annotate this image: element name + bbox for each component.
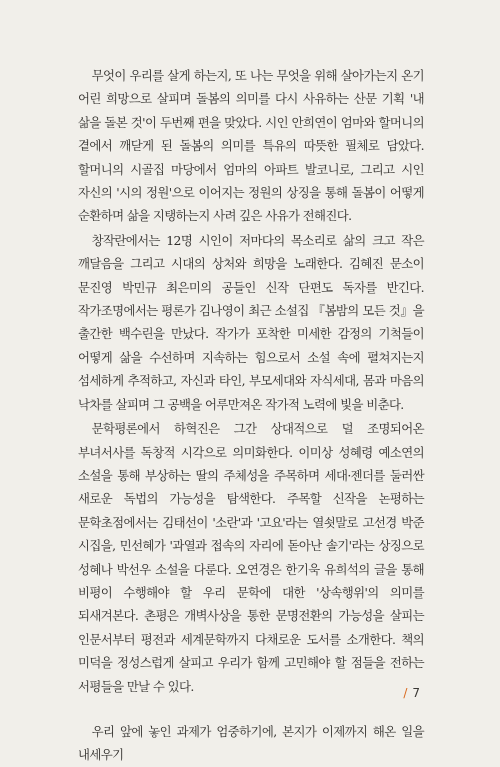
folio-slash: / [403,686,408,700]
paragraph-2: 창작란에서는 12명 시인이 저마다의 목소리로 삶의 크고 작은 깨달음을 그리고 시대의 상처와 희망을 노래한다. 김혜진 문소이 문진영 박민규 최은미의 공들인 신작 단편도 독자를 반긴다. 작가조명에서는 평론가 김나영이 최근 소설집 『봄밤의 모든 것』을 출간한 백수린을 만났다. 작가가 포착한 미세한 감정의 기척들이 어떻게 삶을 수선하며 지속하는 힘으로서 소설 속에 펼쳐지는지 섬세하게 추적하고, 자신과 타인, 부모세대와 자식세대, 몸과 마음의 낙차를 살피며 그 공백을 어루만져온 작가적 노력에 빛을 비춘다. [78,232,424,412]
body-text [78,64,424,767]
paragraph-3: 문학평론에서 하혁진은 그간 상대적으로 덜 조명되어온 부녀서사를 독창적 시각으로 의미화한다. 이미상 성혜령 예소연의 소설을 통해 부상하는 딸의 주체성을 주목하며 세대·젠더를 둘러싼 새로운 독법의 가능성을 탐색한다. 주목할 신작을 논평하는 문학초점에서는 김태선이 '소란'과 '고요'라는 열쇳말로 고선경 박준 시집을, 민선혜가 '과열과 접속의 자리에 돋아난 솔기'라는 상징으로 성혜나 박선우 소설을 다룬다. 오연경은 한기욱 유희석의 글을 통해 비평이 수행해야 할 우리 문학에 대한 '상속행위'의 의미를 되새겨본다. 촌평은 개벽사상을 통한 문명전환의 가능성을 살피는 인문서부터 평전과 세계문학까지 다채로운 도서를 소개한다. 책의 미덕을 정성스럽게 살피고 우리가 함께 고민해야 할 점들을 전하는 서평들을 만날 수 있다. [78,421,424,694]
page-number [403,686,420,700]
paragraph-4: 우리 앞에 놓인 과제가 엄중하기에, 본지가 이제까지 해온 일을 내세우기 [78,723,424,763]
folio-number: 7 [412,686,420,700]
paragraph-1: 무엇이 우리를 살게 하는지, 또 나는 무엇을 위해 살아가는지 온기 어린 희망으로 살피며 돌봄의 의미를 다시 사유하는 산문 기획 '내 삶을 돌본 것'이 두번째 편을 맞았다. 시인 안희연이 엄마와 할머니의 곁에서 깨닫게 된 돌봄의 의미를 특유의 따뜻한 필체로 담았다. 할머니의 시골집 마당에서 엄마의 아파트 발코니로, 그리고 시인 자신의 '시의 정원'으로 이어지는 정원의 상징을 통해 돌봄이 어떻게 순환하며 삶을 지탱하는지 사려 깊은 사유가 전해진다. [78,68,424,224]
